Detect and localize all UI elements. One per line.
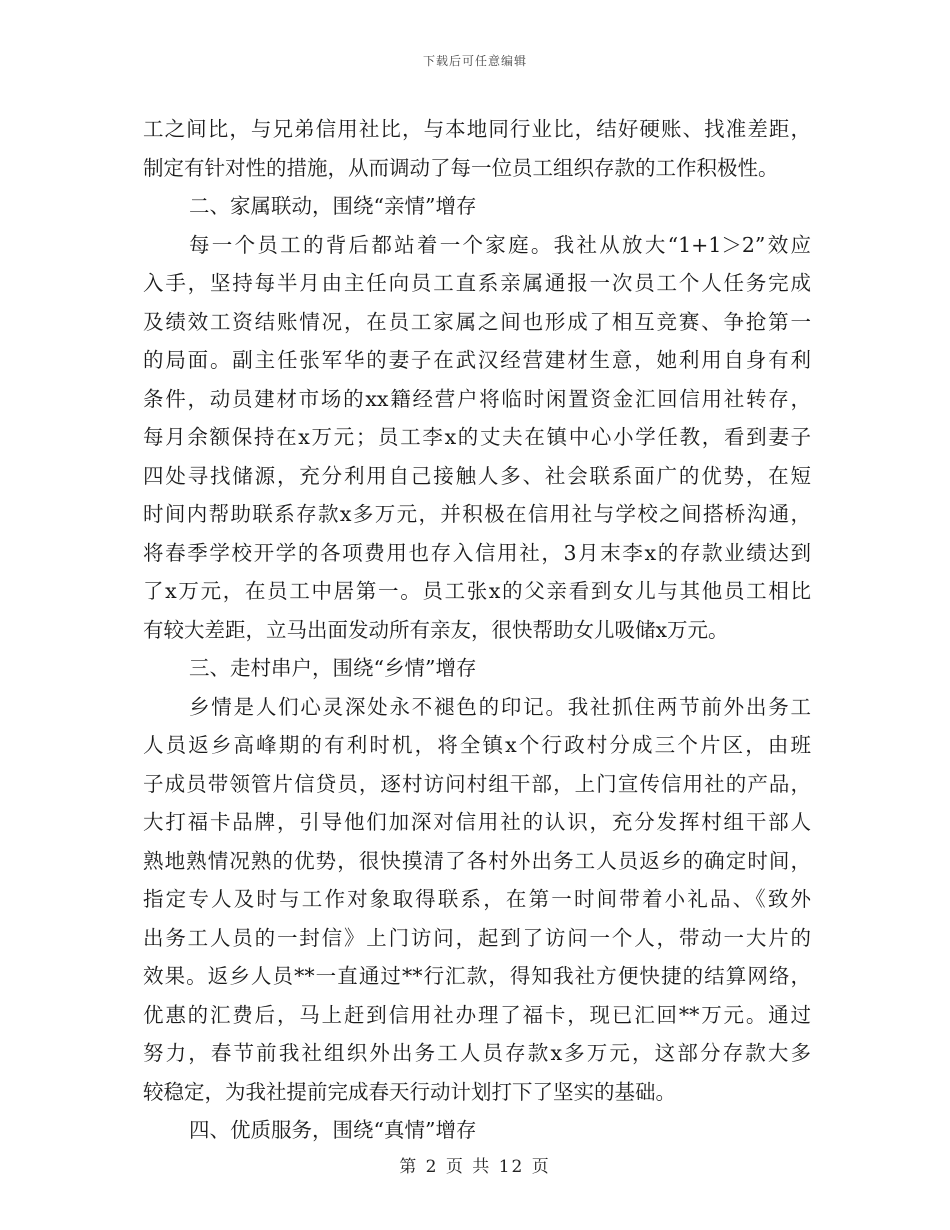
text-line: 的局面。副主任张军华的妻子在武汉经营建材生意，她利用自身有利 (143, 348, 811, 372)
text-line: 乡情是人们心灵深处永不褪色的印记。我社抓住两节前外出务工 (189, 694, 811, 719)
body-text (143, 110, 811, 1150)
text-line: 了x万元，在员工中居第一。员工张x的父亲看到女儿与其他员工相比 (143, 579, 811, 603)
text-line: 每一个员工的背后都站着一个家庭。我社从放大“1+1＞2”效应 (189, 232, 811, 257)
text-line: 四处寻找储源，充分利用自己接触人多、社会联系面广的优势，在短 (143, 463, 811, 488)
text-line: 较稳定，为我社提前完成春天行动计划打下了坚实的基础。 (143, 1079, 676, 1104)
section-heading: 四、优质服务，围绕“真情”增存 (189, 1118, 477, 1142)
text-line: 及绩效工资结账情况，在员工家属之间也形成了相互竞赛、争抢第一 (143, 309, 811, 334)
text-line: 努力，春节前我社组织外出务工人员存款x多万元，这部分存款大多 (143, 1041, 811, 1065)
text-line: 优惠的汇费后，马上赶到信用社办理了福卡，现已汇回**万元。通过 (143, 1002, 811, 1027)
text-line: 人员返乡高峰期的有利时机，将全镇x个行政村分成三个片区，由班 (143, 733, 811, 757)
text-line: 有较大差距，立马出面发动所有亲友，很快帮助女儿吸储x万元。 (143, 617, 729, 642)
page-header: 下载后可任意编辑 (422, 54, 527, 68)
text-line: 入手，坚持每半月由主任向员工直系亲属通报一次员工个人任务完成 (143, 271, 811, 295)
text-line: 效果。返乡人员**一直通过**行汇款，得知我社方便快捷的结算网络， (143, 964, 811, 988)
text-line: 熟地熟情况熟的优势，很快摸清了各村外出务工人员返乡的确定时间， (143, 848, 811, 873)
text-line: 指定专人及时与工作对象取得联系，在第一时间带着小礼品、《致外 (143, 887, 811, 911)
section-heading: 二、家属联动，围绕“亲情”增存 (189, 194, 477, 218)
text-line: 每月余额保持在x万元；员工李x的丈夫在镇中心小学任教，看到妻子 (143, 425, 811, 449)
text-line: 出务工人员的一封信》上门访问，起到了访问一个人，带动一大片的 (143, 925, 811, 950)
section-heading: 三、走村串户，围绕“乡情”增存 (189, 656, 477, 680)
page-number: 第 2 页 共 12 页 (399, 1157, 551, 1177)
text-line: 工之间比，与兄弟信用社比，与本地同行业比，结好硬账、找准差距， (143, 117, 811, 141)
text-line: 将春季学校开学的各项费用也存入信用社，3月末李x的存款业绩达到 (143, 540, 811, 565)
text-line: 大打福卡品牌，引导他们加深对信用社的认识，充分发挥村组干部人 (143, 810, 811, 834)
text-line: 时间内帮助联系存款x多万元，并积极在信用社与学校之间搭桥沟通， (143, 502, 811, 526)
text-line: 子成员带领管片信贷员，逐村访问村组干部，上门宣传信用社的产品， (143, 771, 811, 796)
text-line: 制定有针对性的措施，从而调动了每一位员工组织存款的工作积极性。 (143, 155, 779, 180)
text-line: 条件，动员建材市场的xx籍经营户将临时闲置资金汇回信用社转存， (143, 386, 811, 411)
